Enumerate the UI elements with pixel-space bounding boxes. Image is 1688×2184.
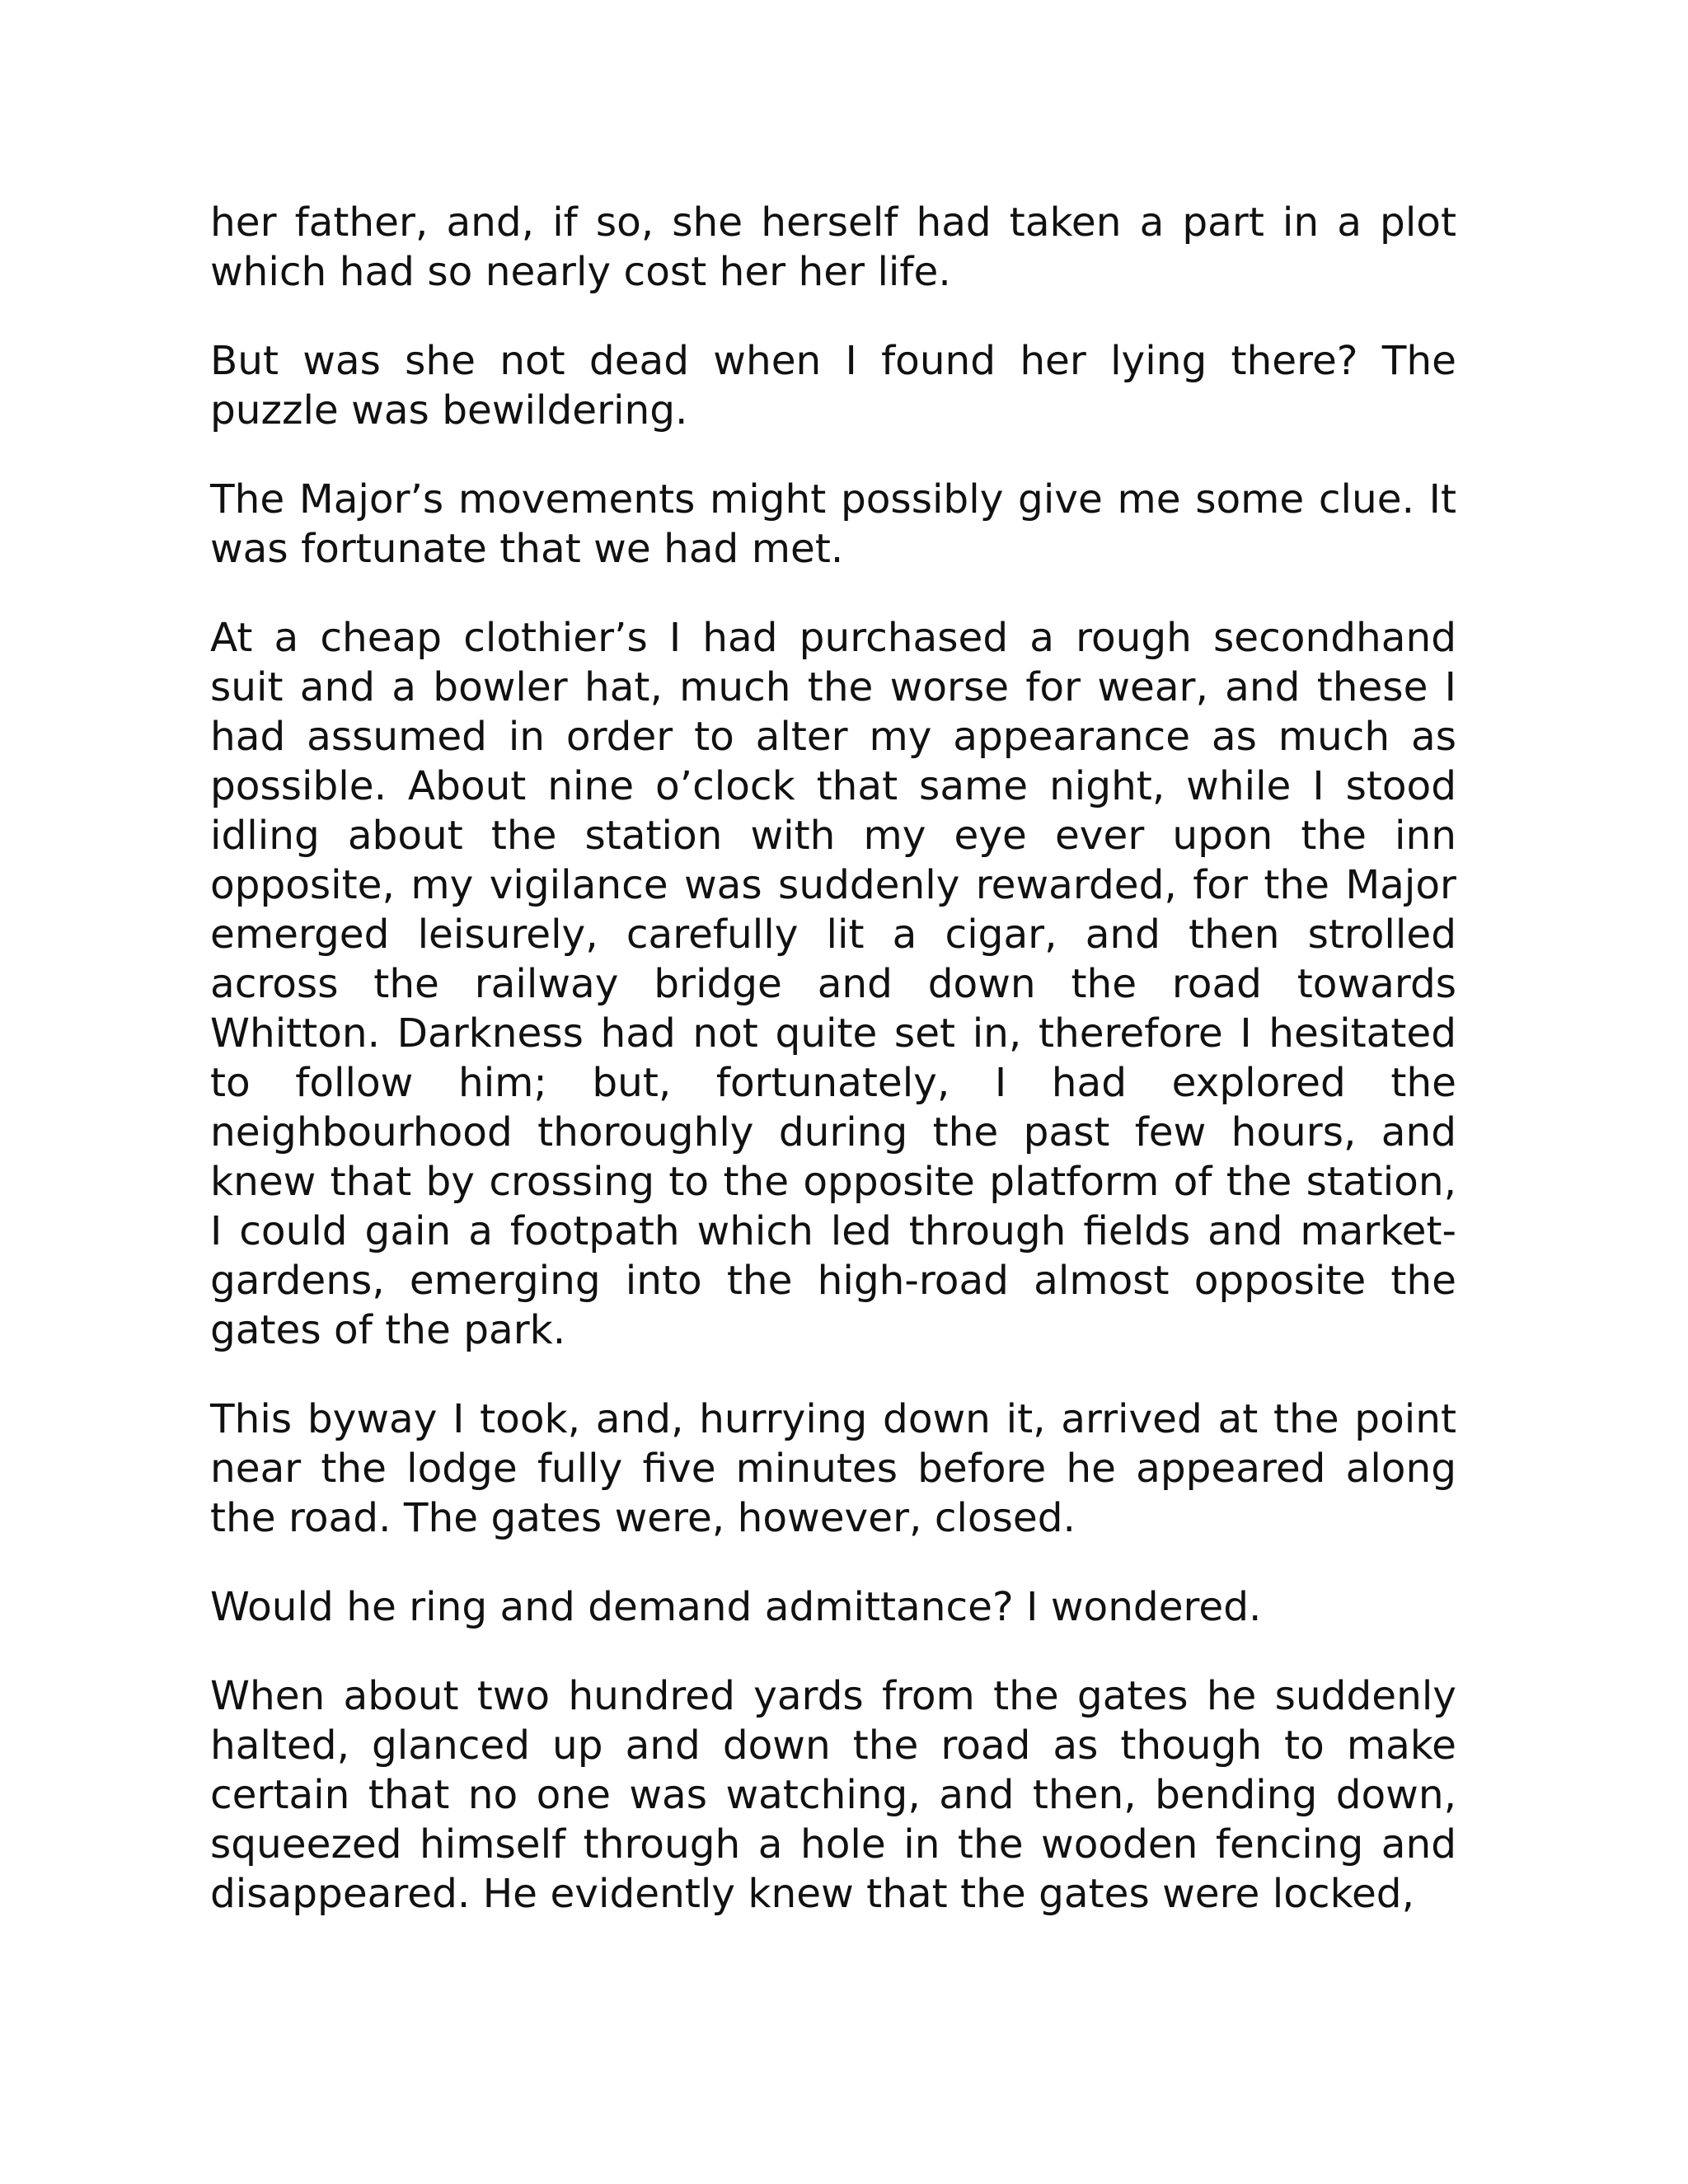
paragraph-3: The Major’s movements might possibly give me some clue. It was fortunate that we had met. [210, 476, 1456, 572]
paragraph-5: This byway I took, and, hurrying down it, arrived at the point near the lodge fully five minutes before he appeared along the road. The gates were, however, closed. [210, 1396, 1456, 1541]
paragraph-4: At a cheap clothier’s I had purchased a rough secondhand suit and a bowler hat, much the worse for wear, and these I had assumed in order to alter my appearance as much as possible. About nine o’clock that same night, while I stood idling about the station with my eye ever upon the inn opposite, my vigilance was suddenly rewarded, for the Major emerged leisurely, carefully lit a cigar, and then strolled across the railway bridge and down the road towards Whitton. Darkness had not quite set in, therefore I hesitated to follow him; but, fortunately, I had explored the neighbourhood thoroughly during the past few hours, and knew that by crossing to the opposite platform of the station, I could gain a footpath which led through fields and market-gardens, emerging into the high-road almost opposite the gates of the park. [210, 615, 1456, 1353]
book-page [210, 198, 1456, 1919]
paragraph-6: Would he ring and demand admittance? I wondered. [210, 1584, 1262, 1630]
paragraph-7: When about two hundred yards from the gates he suddenly halted, glanced up and down the road as though to make certain that no one was watching, and then, bending down, squeezed himself through a hole in the wooden fencing and disappeared. He evidently knew that the gates were locked, [210, 1673, 1456, 1917]
paragraph-2: But was she not dead when I found her lying there? The puzzle was bewildering. [210, 338, 1456, 434]
paragraph-1: her father, and, if so, she herself had taken a part in a plot which had so nearly cost her her life. [210, 199, 1456, 295]
